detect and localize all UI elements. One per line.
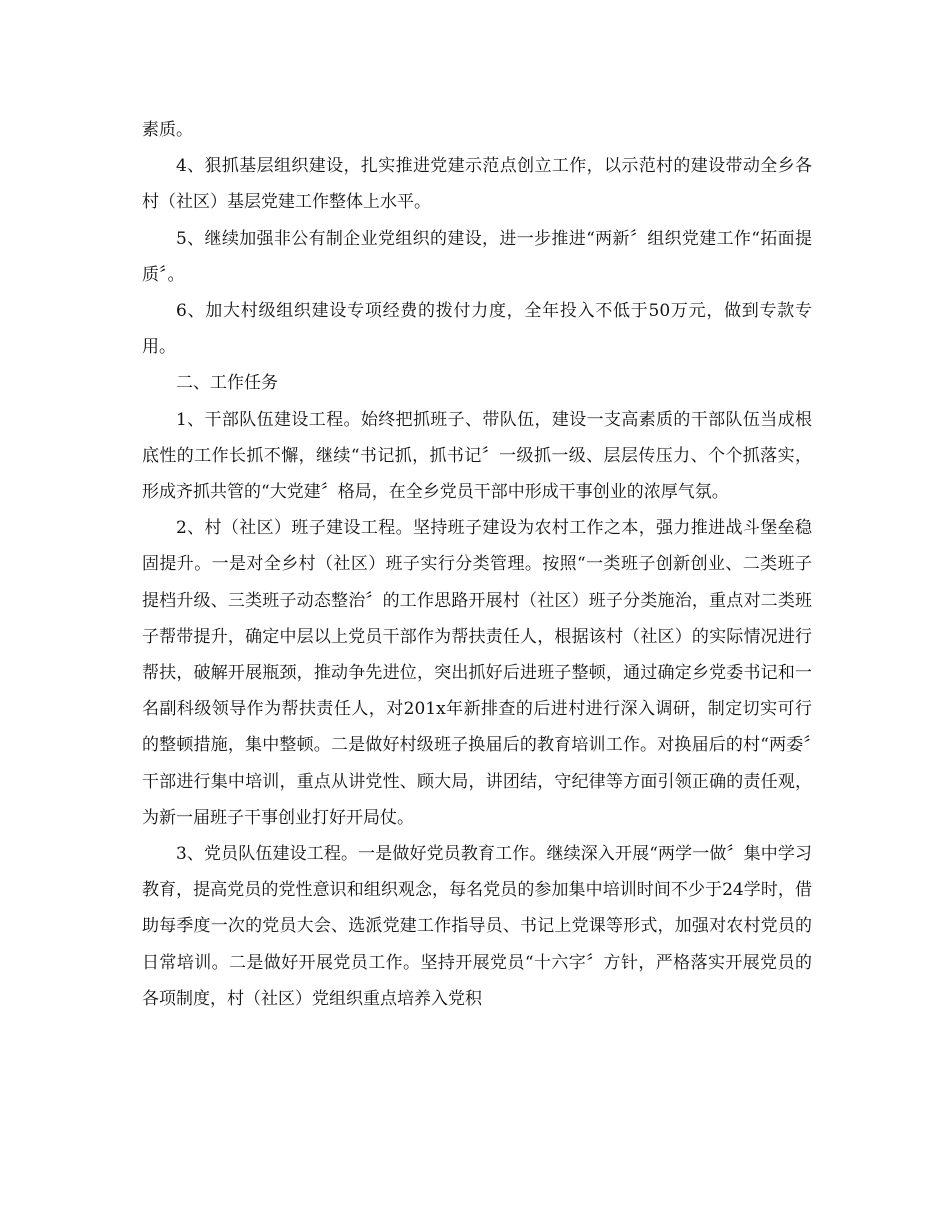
section-heading-work-tasks: 二、工作任务: [176, 373, 278, 394]
paragraph-continuation: 素质。: [142, 120, 193, 140]
paragraph-task-2: 2、村（社区）班子建设工程。坚持班子建设为农村工作之本，强力推进战斗堡垒稳固提升。一是对全乡村（社区）班子实行分类管理。按照“一类班子创新创业、二类班子提档升级、三类班子动态整治〞的工作思路开展村（社区）班子分类施治，重点对二类班子帮带提升，确定中层以上党员干部作为帮扶责任人，根据该村（社区）的实际情况进行帮扶，破解开展瓶颈，推动争先进位，突出抓好后进班子整顿，通过确定乡党委书记和一名副科级领导作为帮扶责任人，对201x年新排查的后进村进行深入调研，制定切实可行的整顿措施，集中整顿。二是做好村级班子换届后的教育培训工作。对换届后的村“两委〞干部进行集中培训，重点从讲党性、顾大局，讲团结，守纪律等方面引领正确的责任观，为新一届班子干事创业打好开局仗。: [142, 518, 812, 828]
paragraph-task-3: 3、党员队伍建设工程。一是做好党员教育工作。继续深入开展“两学一做〞集中学习教育，提高党员的党性意识和组织观念，每名党员的参加集中培训时间不少于24学时，借助每季度一次的党员大会、选派党建工作指导员、书记上党课等形式，加强对农村党员的日常培训。二是做好开展党员工作。坚持开展党员“十六字〞方针，严格落实开展党员的各项制度，村（社区）党组织重点培养入党积: [142, 844, 812, 1009]
paragraph-item-4: 4、狠抓基层组织建设，扎实推进党建示范点创立工作，以示范村的建设带动全乡各村（社区）基层党建工作整体上水平。: [142, 156, 812, 213]
paragraph-item-6: 6、加大村级组织建设专项经费的拨付力度，全年投入不低于50万元，做到专款专用。: [142, 301, 812, 358]
document-page: [142, 112, 812, 1017]
paragraph-item-5: 5、继续加强非公有制企业党组织的建设，进一步推进“两新〞组织党建工作“拓面提质〞。: [142, 228, 812, 285]
paragraph-task-1: 1、干部队伍建设工程。始终把抓班子、带队伍，建设一支高素质的干部队伍当成根底性的工作长抓不懈，继续“书记抓，抓书记〞一级抓一级、层层传压力、个个抓落实，形成齐抓共管的“大党建〞格局，在全乡党员干部中形成干事创业的浓厚气氛。: [142, 409, 812, 503]
